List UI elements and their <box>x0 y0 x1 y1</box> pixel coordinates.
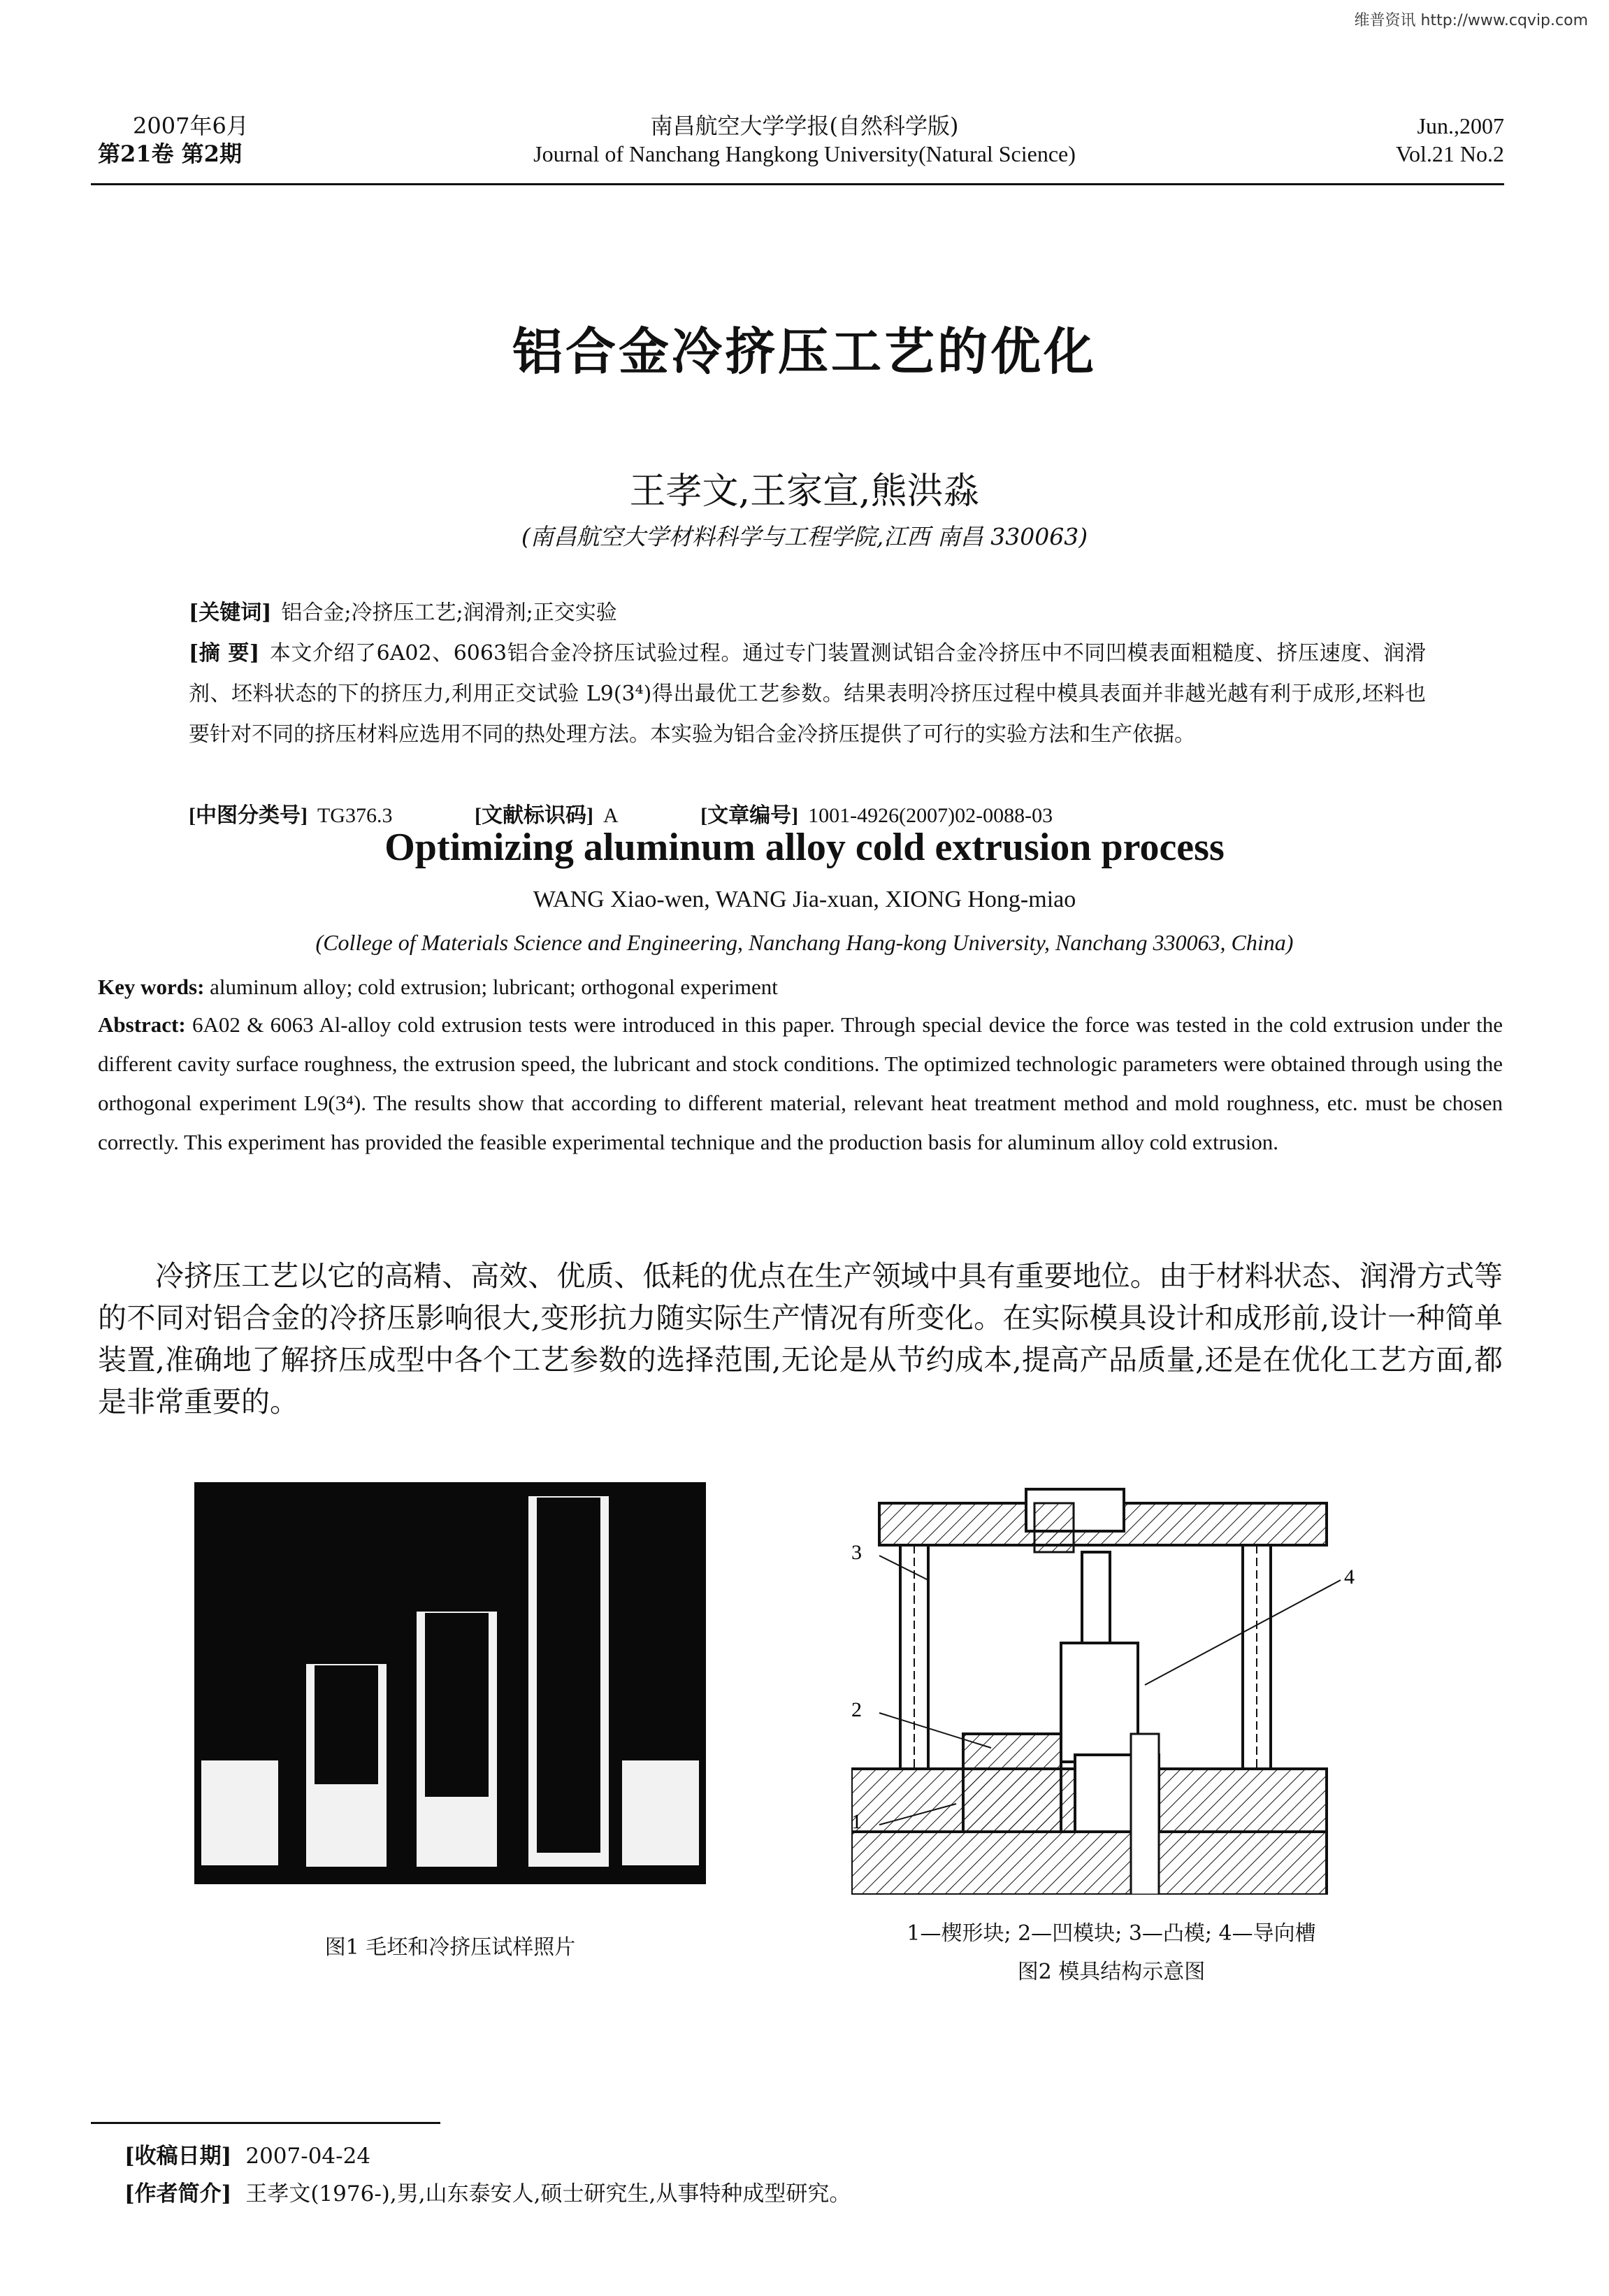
abstract-en-text: 6A02 & 6063 Al-alloy cold extrusion tests were introduced in this paper. Through special device the force was tested in the cold extrusion under the different cavity surface roughness, the extrusion speed, the lubricant and stock conditions. The optimized technologic parameters were obtained through using the orthogonal experiment L9(3⁴). The results show that according to different material, relevant heat treatment method and mold roughness, etc. must be chosen correctly. This experiment has provided the feasible experimental technique and the production basis for aluminum alloy cold extrusion. <box>98 1012 1503 1154</box>
header-volume-en: Vol.21 No.2 <box>1396 141 1504 166</box>
figure2-legend: 1—楔形块; 2—凹模块; 3—凸模; 4—导向槽 <box>907 1921 1316 1946</box>
affiliation-cn: (南昌航空大学材料科学与工程学院,江西 南昌 330063) <box>521 523 1088 550</box>
author-bio: 王孝文(1976-),男,山东泰安人,硕士研究生,从事特种成型研究。 <box>245 2181 851 2207</box>
keywords-cn-text: 铝合金;冷挤压工艺;润滑剂;正交实验 <box>281 601 617 625</box>
authors-cn: 王孝文,王家宣,熊洪淼 <box>629 471 980 512</box>
header-center <box>0 112 1609 168</box>
figure2-die-schematic <box>851 1475 1369 1895</box>
authors-en: WANG Xiao-wen, WANG Jia-xuan, XIONG Hong-miao <box>533 887 1076 912</box>
header-rule <box>91 183 1504 185</box>
footnote-author <box>124 2176 851 2207</box>
doc-code-label: [文献标识码] <box>474 804 593 827</box>
keywords-cn <box>189 593 1426 633</box>
abstract-cn-label: [摘 要] <box>189 641 260 666</box>
article-id-label: [文章编号] <box>700 804 799 827</box>
abstract-cn-text: 本文介绍了6A02、6063铝合金冷挤压试验过程。通过专门装置测试铝合金冷挤压中不同凹模表面粗糙度、挤压速度、润滑剂、坯料状态的下的挤压力,利用正交试验 L9(3⁴)得出最优工艺参数。结果表明冷挤压过程中模具表面并非越光越有利于成形,坯料也要针对不同的挤压材料应选用不同的热处理方法。本实验为铝合金冷挤压提供了可行的实验方法和生产依据。 <box>189 641 1426 747</box>
journal-name-cn: 南昌航空大学学报(自然科学版) <box>650 113 959 139</box>
abstract-en-label: Abstract: <box>98 1012 186 1037</box>
header-date-en: Jun.,2007 <box>1417 113 1504 138</box>
paper-title-cn: 铝合金冷挤压工艺的优化 <box>512 322 1097 381</box>
figure2-diagram <box>851 1475 1369 1895</box>
figure2-caption: 图2 模具结构示意图 <box>1017 1960 1206 1984</box>
received-label: [收稿日期] <box>124 2144 232 2169</box>
figure1-caption: 图1 毛坯和冷挤压试样照片 <box>324 1935 576 1960</box>
figure2-label-4: 4 <box>1344 1565 1355 1588</box>
footnote-rule <box>91 2122 440 2124</box>
header-date: 2007年6月 <box>133 113 249 139</box>
figure1-samples-illustration <box>194 1482 706 1884</box>
clc-label: [中图分类号] <box>189 804 308 827</box>
received-date: 2007-04-24 <box>245 2144 371 2169</box>
abstract-en <box>98 1005 1503 1162</box>
keywords-en-text: aluminum alloy; cold extrusion; lubricant; orthogonal experiment <box>210 975 778 999</box>
clc-code: TG376.3 <box>317 804 393 827</box>
doc-code: A <box>603 804 619 827</box>
journal-name-en: Journal of Nanchang Hangkong University(Natural Science) <box>533 141 1076 166</box>
watermark: 维普资讯 http://www.cqvip.com <box>1354 12 1588 29</box>
header-right <box>1396 112 1504 168</box>
article-id: 1001-4926(2007)02-0088-03 <box>808 804 1053 827</box>
keywords-cn-label: [关键词] <box>189 601 272 625</box>
author-bio-label: [作者简介] <box>124 2181 232 2207</box>
abstract-cn <box>189 633 1426 755</box>
figure2-label-3: 3 <box>851 1541 862 1564</box>
keywords-en <box>98 968 1503 1007</box>
paper-title-en: Optimizing aluminum alloy cold extrusion process <box>384 826 1225 869</box>
affiliation-en: (College of Materials Science and Engineering, Nanchang Hang-kong University, Nanchang 330063, China) <box>315 930 1294 955</box>
keywords-en-label: Key words: <box>98 975 205 999</box>
footnote-received <box>124 2138 370 2169</box>
header-volume: 第21卷 第2期 <box>98 141 242 167</box>
figure2-label-1: 1 <box>851 1810 862 1833</box>
figure1-photo <box>194 1482 706 1884</box>
figure2-label-2: 2 <box>851 1698 862 1721</box>
intro-paragraph: 冷挤压工艺以它的高精、高效、优质、低耗的优点在生产领域中具有重要地位。由于材料状态、润滑方式等的不同对铝合金的冷挤压影响很大,变形抗力随实际生产情况有所变化。在实际模具设计和成形前,设计一种简单装置,准确地了解挤压成型中各个工艺参数的选择范围,无论是从节约成本,提高产品质量,还是在优化工艺方面,都是非常重要的。 <box>98 1259 1503 1419</box>
